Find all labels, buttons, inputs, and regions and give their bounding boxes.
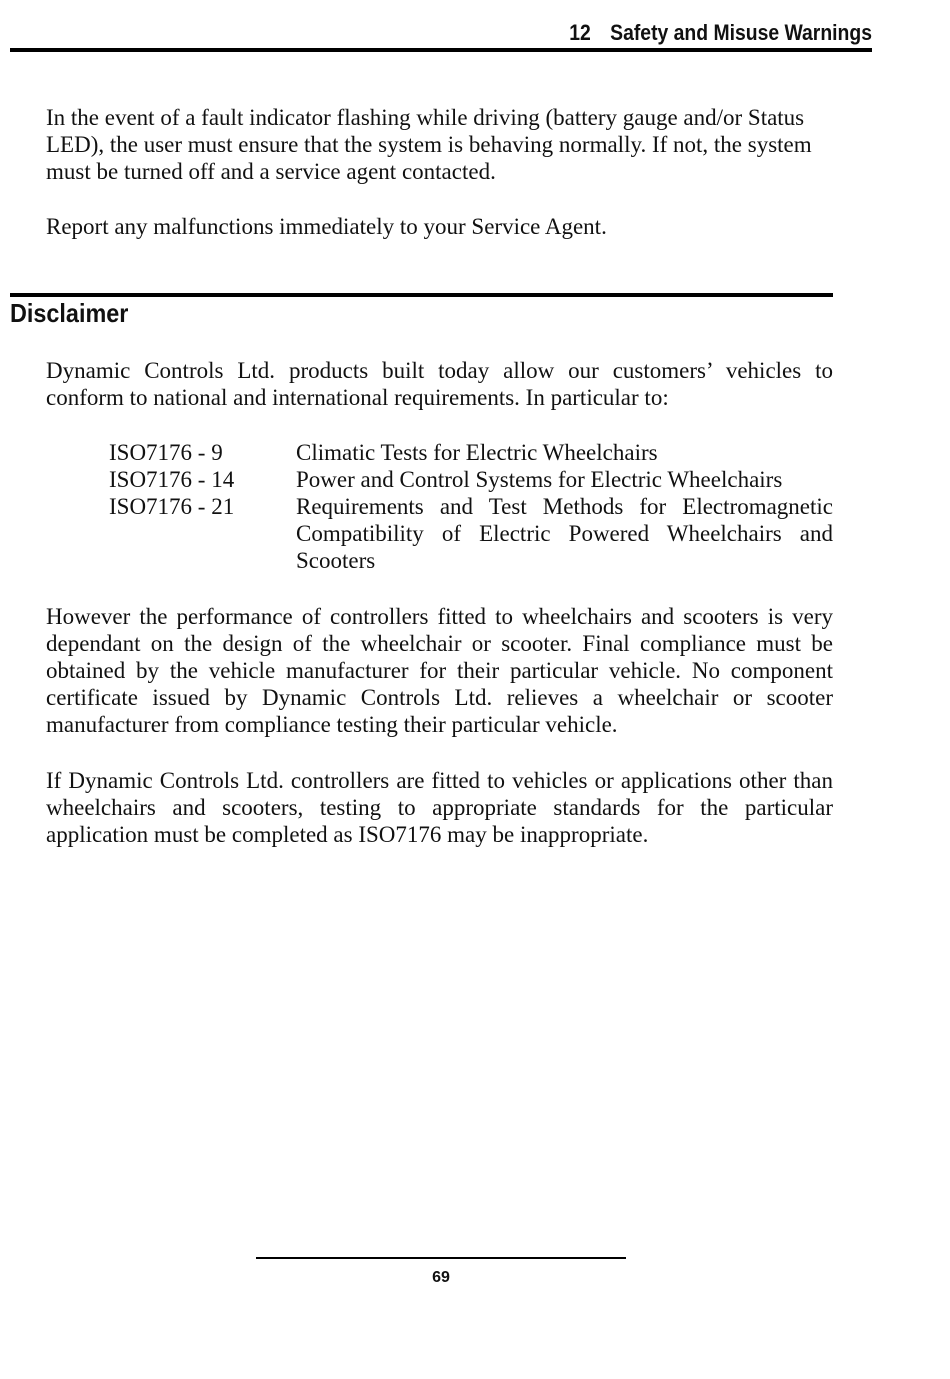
fault-indicator-paragraph: In the event of a fault indicator flashing while driving (battery gauge and/or Status LED), the user must ensure that the system is behaving normally. If not, the system must be turned off and a service agent contacted. xyxy=(46,105,812,184)
chapter-number: 12 xyxy=(569,20,591,45)
footer-rule xyxy=(256,1257,626,1259)
standard-code: ISO7176 - 9 xyxy=(109,440,223,465)
section-rule xyxy=(10,293,833,297)
standard-row xyxy=(109,493,833,574)
header-rule xyxy=(10,48,872,52)
standard-code: ISO7176 - 14 xyxy=(109,467,235,492)
compliance-paragraph: However the performance of controllers fitted to wheelchairs and scooters is very dependant on the design of the wheelchair or scooter. Final compliance must be obtained by the vehicle manufacturer for their particular vehicle. No component certificate issued by Dynamic Controls Ltd. relieves a wheelchair or scooter manufacturer from compliance testing their particular vehicle. xyxy=(46,604,833,737)
chapter-title: Safety and Misuse Warnings xyxy=(610,20,872,45)
disclaimer-intro-paragraph: Dynamic Controls Ltd. products built today allow our customers’ vehicles to conform to national and international requirements. In particular to: xyxy=(46,358,833,410)
standard-code: ISO7176 - 21 xyxy=(109,494,235,519)
other-applications-paragraph: If Dynamic Controls Ltd. controllers are fitted to vehicles or applications other than wheelchairs and scooters, testing to appropriate standards for the particular application must be completed as ISO7176 may be inappropriate. xyxy=(46,768,833,847)
report-malfunctions-paragraph: Report any malfunctions immediately to your Service Agent. xyxy=(46,214,607,239)
standard-title: Power and Control Systems for Electric Wheelchairs xyxy=(296,467,783,492)
standards-list xyxy=(109,439,833,574)
standard-title: Climatic Tests for Electric Wheelchairs xyxy=(296,440,658,465)
disclaimer-heading: Disclaimer xyxy=(10,298,129,328)
page-number: 69 xyxy=(432,1269,450,1286)
page-header xyxy=(569,20,872,46)
standard-row xyxy=(109,439,833,466)
standard-row xyxy=(109,466,833,493)
standard-title: Requirements and Test Methods for Electromagnetic Compatibility of Electric Powered Wheelchairs and Scooters xyxy=(296,494,833,573)
